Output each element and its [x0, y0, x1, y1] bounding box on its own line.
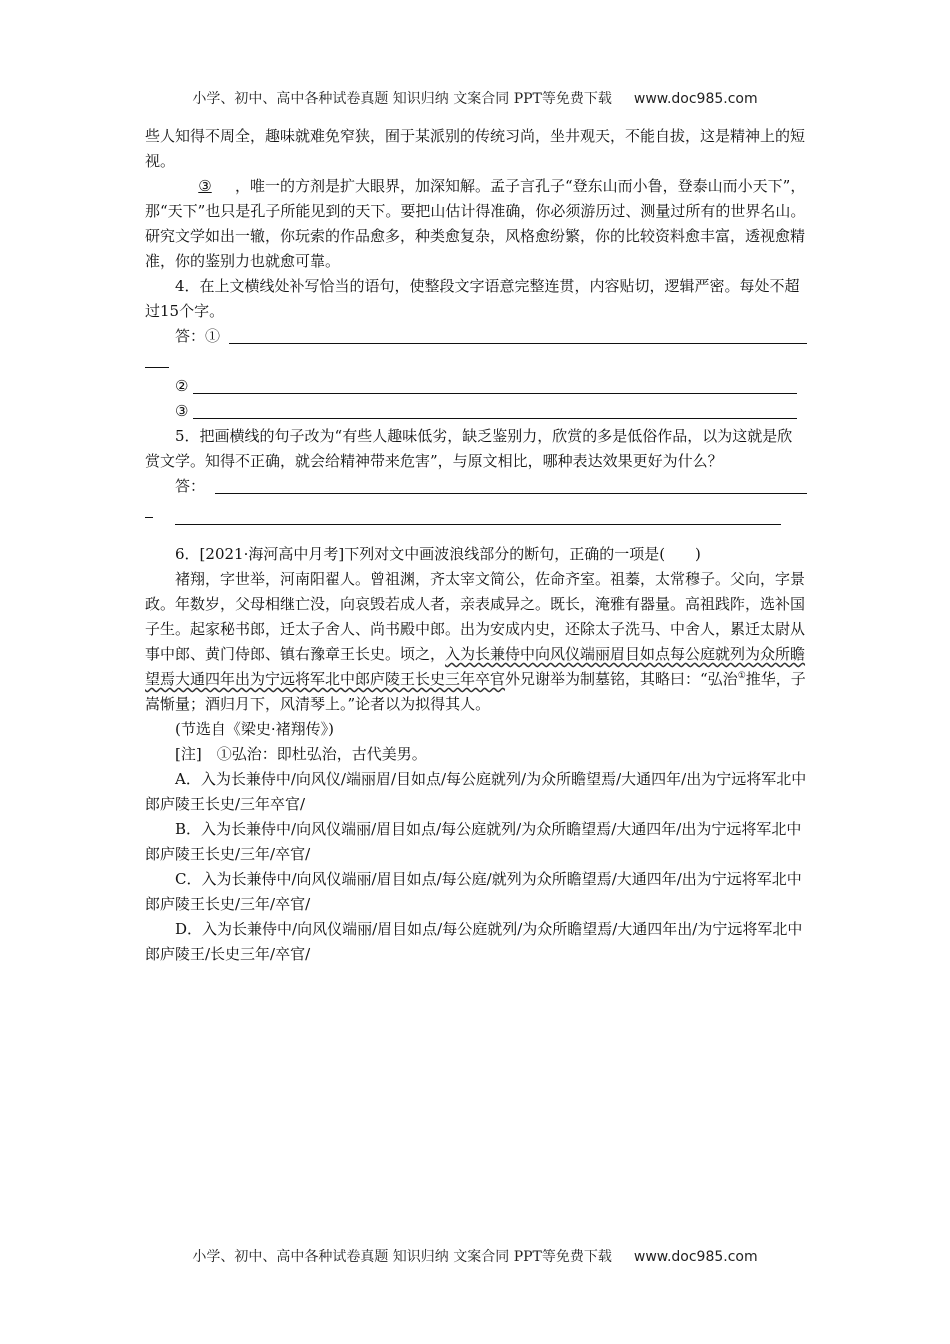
document-body [145, 124, 807, 967]
answer-line-q5-2[interactable] [145, 524, 807, 542]
passage-paragraph-2-text: ，唯一的方剂是扩大眼界，加深知解。孟子言孔子“登东山而小鲁，登泰山而小天下”，那“天下”也只是孔子所能见到的天下。要把山估计得准确，你必须游历过、测量过所有的世界名山。研究文学如出一辙，你玩索的作品愈多，种类愈复杂，风格愈纷繁，你的比较资料愈丰富，透视愈精准，你的鉴别力也就愈可靠。 [145, 177, 806, 270]
answer-label-3: ③ [175, 402, 189, 420]
answer-rule-1-tail [145, 367, 169, 368]
page-header [0, 88, 950, 108]
footer-url[interactable]: www.doc985.com [633, 1249, 758, 1265]
footnote-marker: ① [737, 671, 746, 681]
answer-rule-1 [229, 343, 807, 344]
classical-text-before: 褚翔，字世举，河南阳翟人。曾祖渊，齐太宰文简公，佐命齐室。祖蓁，太常穆子。父向，字景政。年数岁，父母相继亡没，向哀毁若成人者，亲表咸异之。既长，淹雅有器量。高祖践阼，选补国子生。起家秘书郎，迁太子舍人、尚书殿中郎。出为安成内史，还除太子洗马、中舍人，累迁太尉从事中郎、黄门侍郎、镇右豫章王长史。顷之， [145, 570, 806, 663]
passage-paragraph-2 [145, 174, 807, 274]
question-6: 6．[2021·海河高中月考]下列对文中画波浪线部分的断句，正确的一项是( ) [175, 545, 701, 563]
option-a[interactable]: A．入为长兼侍中/向风仪/端丽眉/目如点/每公庭就列/为众所瞻望焉/大通四年/出为宁远将军北中郎庐陵王长史/三年卒官/ [145, 770, 807, 813]
answer-line-1[interactable] [145, 324, 807, 349]
source-citation: (节选自《梁史·褚翔传》) [175, 720, 334, 738]
answer-label-q5: 答： [175, 477, 206, 495]
answer-rule-q5-tail [145, 517, 153, 518]
option-c[interactable]: C．入为长兼侍中/向风仪端丽/眉目如点/每公庭/就列为众所瞻望焉/大通四年/出为宁远将军北中郎庐陵王长史/三年/卒官/ [145, 870, 802, 913]
answer-line-q5[interactable] [145, 474, 807, 499]
footer-text: 小学、初中、高中各种试卷真题 知识归纳 文案合同 PPT等免费下载 [192, 1249, 612, 1265]
blank-3: ③ [198, 177, 212, 195]
answer-rule-3 [193, 418, 797, 419]
option-d[interactable]: D．入为长兼侍中/向风仪端丽/眉目如点/每公庭就列/为众所瞻望焉/大通四年出/为宁远将军北中郎庐陵王/长史三年/卒官/ [145, 920, 803, 963]
answer-label-2: ② [175, 377, 189, 395]
page-footer [0, 1246, 950, 1266]
answer-line-2[interactable] [145, 374, 807, 399]
footnote: [注] ①弘治：即杜弘治，古代美男。 [175, 745, 427, 763]
answer-line-3[interactable] [145, 399, 807, 424]
option-b[interactable]: B．入为长兼侍中/向风仪端丽/眉目如点/每公庭就列/为众所瞻望焉/大通四年/出为宁远将军北中郎庐陵王长史/三年/卒官/ [145, 820, 802, 863]
header-url[interactable]: www.doc985.com [633, 91, 758, 107]
passage-paragraph-1: 些人知得不周全，趣味就难免窄狭，囿于某派别的传统习尚，坐井观天，不能自拔，这是精神上的短视。 [145, 127, 806, 170]
classical-passage [145, 567, 807, 717]
answer-label-1: 答：① [175, 327, 221, 345]
answer-rule-q5 [215, 493, 807, 494]
question-4: 4．在上文横线处补写恰当的语句，使整段文字语意完整连贯，内容贴切，逻辑严密。每处不超过15个字。 [145, 277, 800, 320]
classical-text-after-2: 推华，子嵩惭量；酒归月下，风清琴上。”论者以为拟得其人。 [145, 670, 806, 713]
header-text: 小学、初中、高中各种试卷真题 知识归纳 文案合同 PPT等免费下载 [192, 91, 612, 107]
question-5: 5．把画横线的句子改为“有些人趣味低劣，缺乏鉴别力，欣赏的多是低俗作品，以为这就是欣赏文学。知得不正确，就会给精神带来危害”，与原文相比，哪种表达效果更好为什么？ [145, 427, 793, 470]
answer-rule-2 [193, 393, 797, 394]
answer-rule-q5-2 [175, 524, 781, 525]
classical-text-after-1: 外兄谢举为制墓铭，其略曰：“弘治 [505, 670, 738, 688]
wavy-underlined-text: 入为长兼侍中向风仪端丽眉目如点每公庭就列为众所瞻望焉大通四年出为宁远将军北中郎庐陵王长史三年卒官 [145, 645, 806, 688]
